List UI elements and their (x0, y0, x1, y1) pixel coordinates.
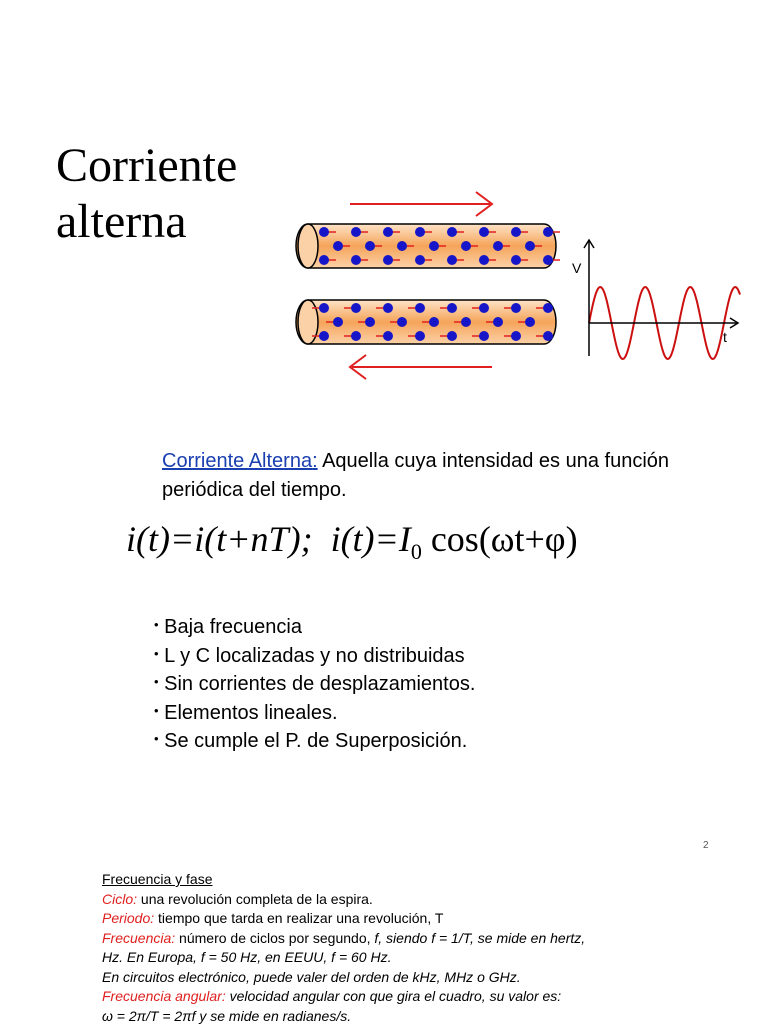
axis-label-t: t (723, 329, 727, 345)
notes-line-periodo: Periodo: tiempo que tarda en realizar una revolución, T (102, 909, 742, 929)
formula-current-suffix: cos(ωt+φ) (431, 519, 578, 559)
electron (351, 255, 361, 265)
electron (333, 317, 343, 327)
electron (525, 317, 535, 327)
electron (511, 303, 521, 313)
electron (479, 303, 489, 313)
electron (429, 241, 439, 251)
notes-line-angular: Frecuencia angular: velocidad angular con que gira el cuadro, su valor es: (102, 987, 742, 1007)
electron (461, 317, 471, 327)
title-line-2: alterna (56, 194, 296, 250)
electron (319, 255, 329, 265)
electron (383, 227, 393, 237)
axis-label-v: V (572, 260, 582, 276)
list-item (154, 641, 475, 670)
electron (351, 303, 361, 313)
formula-current-prefix: i(t)=I (331, 519, 411, 559)
electron (365, 241, 375, 251)
list-item (154, 726, 475, 755)
electron (543, 303, 553, 313)
electron (351, 227, 361, 237)
notes-heading: Frecuencia y fase (102, 870, 742, 890)
notes-line-frecuencia: Frecuencia: número de ciclos por segundo, f, siendo f = 1/T, se mide en hertz, (102, 929, 742, 949)
notes-line-hz: Hz. En Europa, f = 50 Hz, en EEUU, f = 60 Hz. (102, 948, 742, 968)
electron (511, 255, 521, 265)
page-number: 2 (703, 840, 709, 851)
electron (397, 317, 407, 327)
electron (429, 317, 439, 327)
formula-subscript: 0 (411, 539, 422, 564)
list-item (154, 612, 475, 641)
formula (126, 512, 578, 579)
definition (162, 447, 682, 505)
electron (383, 255, 393, 265)
electron (479, 255, 489, 265)
definition-text: Aquella cuya intensidad es una función periódica del tiempo. (162, 450, 669, 501)
electron (447, 227, 457, 237)
electron (319, 331, 329, 341)
bullet-icon: • (154, 703, 159, 718)
electron (319, 303, 329, 313)
formula-periodicity: i(t)=i(t+nT); (126, 519, 313, 559)
electron (333, 241, 343, 251)
list-item-text: Sin corrientes de desplazamientos. (164, 673, 475, 695)
wire-illustration (288, 186, 560, 382)
electron (447, 331, 457, 341)
notes-line-ciclo: Ciclo: una revolución completa de la espira. (102, 890, 742, 910)
sine-wave-graph (568, 236, 744, 370)
bullet-icon: • (154, 674, 159, 689)
electron (479, 331, 489, 341)
electron (543, 331, 553, 341)
electron (493, 317, 503, 327)
electron (447, 255, 457, 265)
electron (383, 331, 393, 341)
bullet-icon: • (154, 731, 159, 746)
electron (319, 227, 329, 237)
electron (543, 227, 553, 237)
list-item-text: Baja frecuencia (164, 616, 302, 638)
electron (415, 227, 425, 237)
definition-colon: : (312, 450, 318, 472)
electron (397, 241, 407, 251)
electron (415, 303, 425, 313)
notes (102, 870, 742, 1026)
notes-line-circuitos: En circuitos electrónico, puede valer del orden de kHz, MHz o GHz. (102, 968, 742, 988)
bullet-icon: • (154, 617, 159, 632)
list-item-text: Se cumple el P. de Superposición. (164, 730, 467, 752)
page-title (56, 138, 296, 250)
electron (493, 241, 503, 251)
definition-term-link[interactable]: Corriente Alterna (162, 450, 312, 472)
wire-bottom (296, 300, 556, 344)
electron (543, 255, 553, 265)
electron (525, 241, 535, 251)
bullet-list (154, 612, 475, 755)
title-line-1: Corriente (56, 138, 296, 194)
electron (511, 331, 521, 341)
electron (383, 303, 393, 313)
electron (365, 317, 375, 327)
electron (447, 303, 457, 313)
electron (461, 241, 471, 251)
list-item-text: Elementos lineales. (164, 702, 337, 724)
electron (351, 331, 361, 341)
arrow-left-icon (350, 355, 492, 379)
electron (479, 227, 489, 237)
list-item (154, 669, 475, 698)
list-item (154, 698, 475, 727)
electron (415, 331, 425, 341)
notes-line-omega: ω = 2π/T = 2πf y se mide en radianes/s. (102, 1007, 742, 1026)
electron (415, 255, 425, 265)
electron (511, 227, 521, 237)
wire-top (296, 224, 560, 268)
arrow-right-icon (350, 192, 492, 216)
list-item-text: L y C localizadas y no distribuidas (164, 645, 465, 667)
bullet-icon: • (154, 646, 159, 661)
